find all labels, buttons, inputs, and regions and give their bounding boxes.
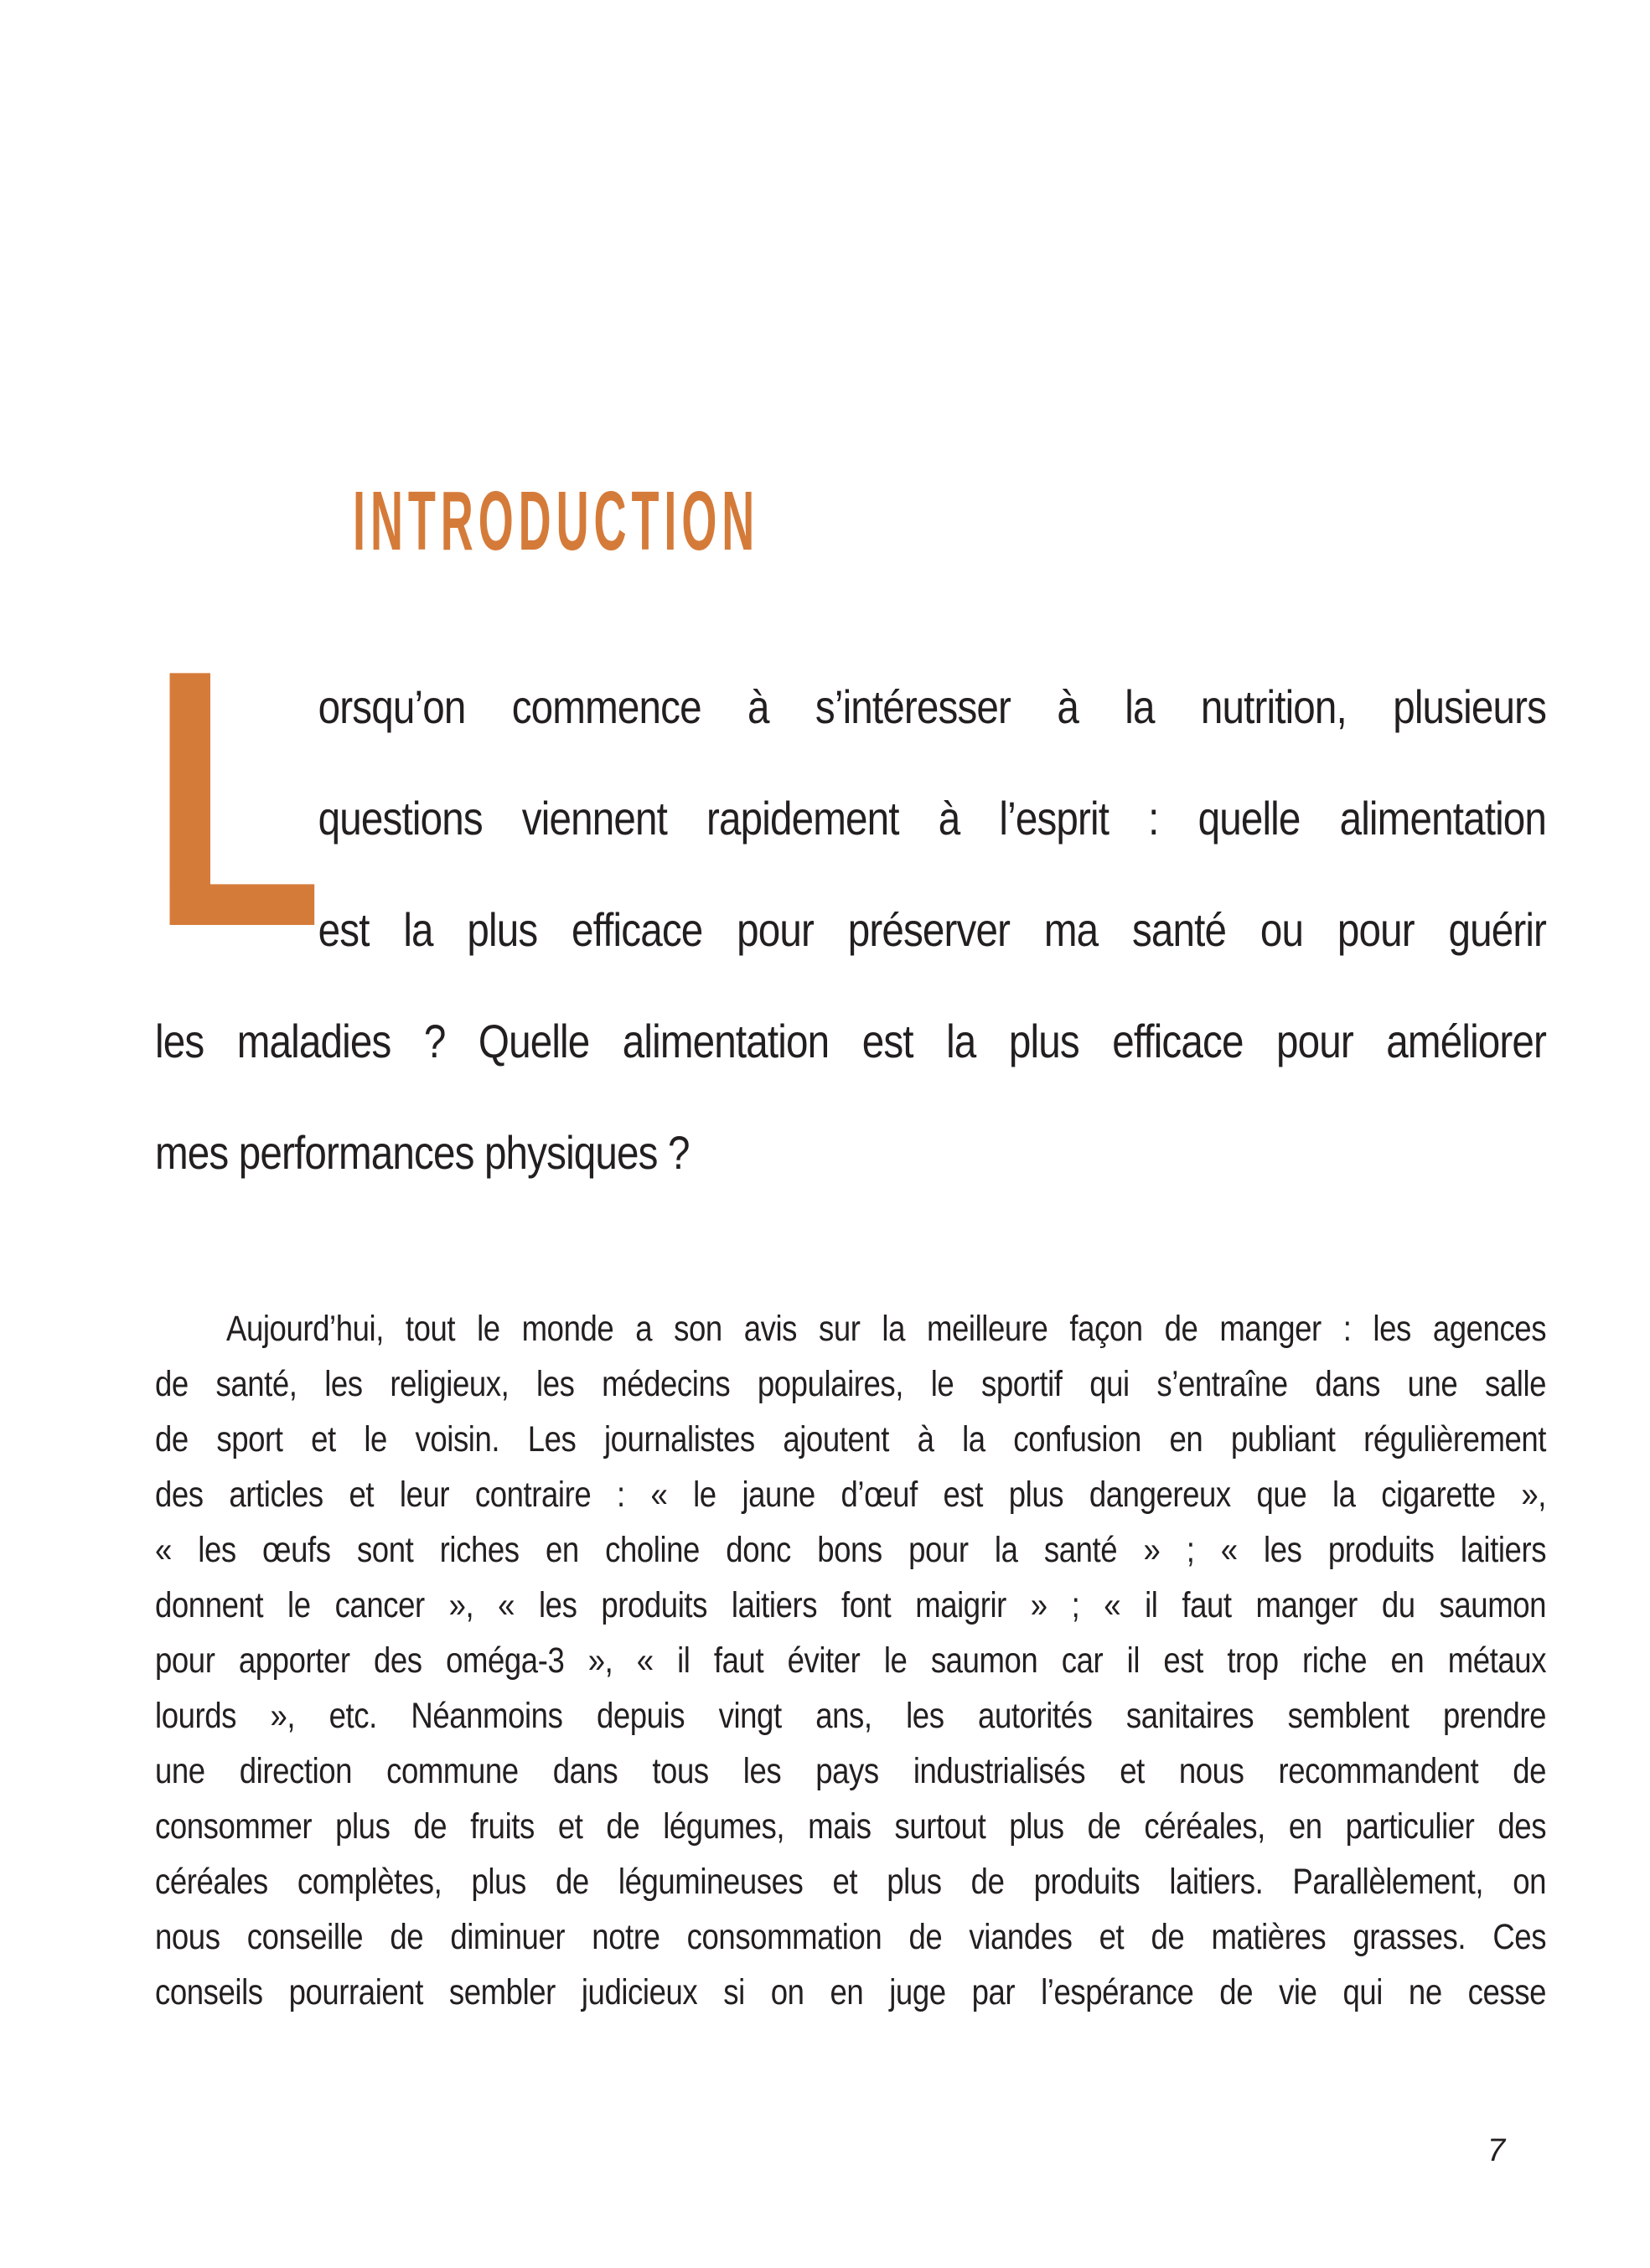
text-line: donnent le cancer », « les produits laitiers font maigrir » ; « il faut manger du saumon (155, 1585, 1547, 1625)
text-line: Aujourd’hui, tout le monde a son avis sur la meilleure façon de manger : les agences (226, 1309, 1547, 1349)
text-line: une direction commune dans tous les pays industrialisés et nous recommandent de (155, 1751, 1547, 1791)
lede-full-width-lines (155, 985, 1546, 1208)
text-line: orsqu’on commence à s’intéresser à la nutrition, plusieurs (318, 680, 1547, 733)
text-line: mes performances physiques ? (155, 1126, 690, 1179)
text-line: de santé, les religieux, les médecins populaires, le sportif qui s’entraîne dans une salle (155, 1364, 1547, 1404)
drop-cap-letter: L (151, 593, 323, 1003)
text-line: pour apporter des oméga-3 », « il faut éviter le saumon car il est trop riche en métaux (155, 1640, 1547, 1681)
text-line: est la plus efficace pour préserver ma santé ou pour guérir (318, 903, 1547, 956)
text-line: lourds », etc. Néanmoins depuis vingt ans, les autorités sanitaires semblent prendre (155, 1696, 1547, 1736)
text-line: céréales complètes, plus de légumineuses et plus de produits laitiers. Parallèlement, on (155, 1862, 1547, 1902)
text-line: nous conseille de diminuer notre consommation de viandes et de matières grasses. Ces (155, 1917, 1547, 1957)
page-number: 7 (1487, 2133, 1506, 2168)
text-line: les maladies ? Quelle alimentation est la plus efficace pour améliorer (155, 1015, 1547, 1067)
body-paragraph (155, 1301, 1546, 2020)
text-line: questions viennent rapidement à l’esprit : quelle alimentation (318, 792, 1547, 845)
chapter-title: INTRODUCTION (353, 474, 760, 568)
lede-indented-lines (155, 651, 1546, 985)
text-line: conseils pourraient sembler judicieux si on en juge par l’espérance de vie qui ne cesse (155, 1972, 1547, 2012)
lede-paragraph (155, 651, 1546, 1208)
text-line: consommer plus de fruits et de légumes, mais surtout plus de céréales, en particulier des (155, 1806, 1547, 1847)
text-line: des articles et leur contraire : « le jaune d’œuf est plus dangereux que la cigarette », (155, 1475, 1547, 1515)
text-column (155, 0, 1546, 2020)
text-line: « les œufs sont riches en choline donc bons pour la santé » ; « les produits laitiers (155, 1530, 1547, 1570)
text-line: de sport et le voisin. Les journalistes ajoutent à la confusion en publiant régulièrement (155, 1419, 1547, 1459)
